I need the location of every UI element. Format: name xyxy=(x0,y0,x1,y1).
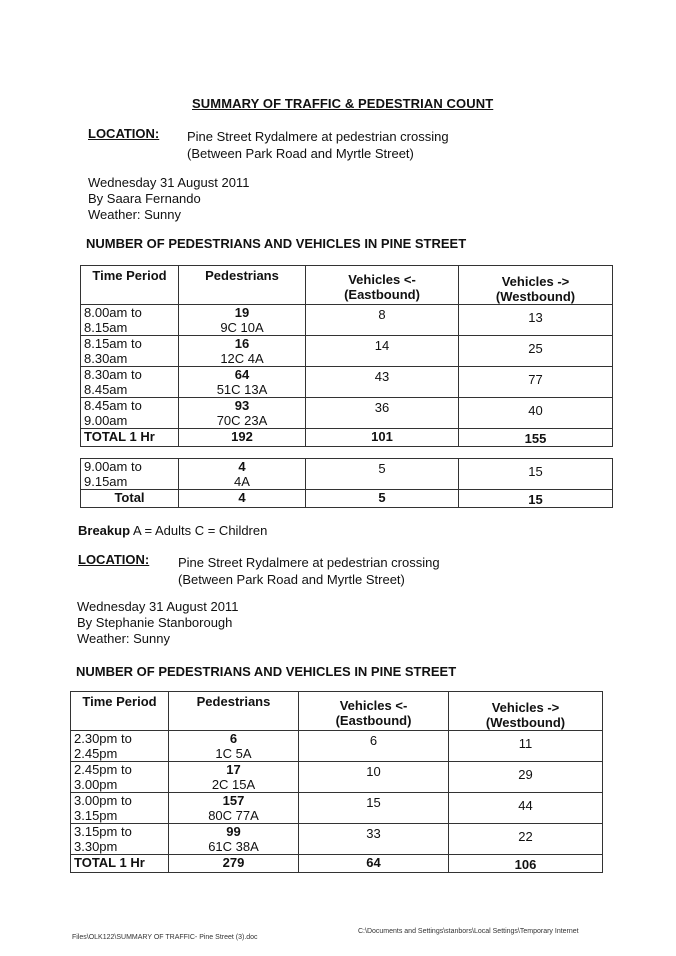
total-westbound: 155 xyxy=(459,429,613,447)
eastbound-cell: 15 xyxy=(299,793,449,824)
pedestrian-count: 157 xyxy=(222,793,245,808)
time-period-cell xyxy=(71,762,169,793)
location-line-2: (Between Park Road and Myrtle Street) xyxy=(187,146,414,161)
header-westbound-line1: Vehicles -> xyxy=(491,700,560,715)
pedestrian-cell xyxy=(179,305,306,336)
pedestrian-breakup: 2C 15A xyxy=(211,777,256,792)
time-to: 9.15am xyxy=(84,474,128,489)
total-eastbound: 101 xyxy=(306,429,459,447)
total-westbound: 106 xyxy=(449,855,603,873)
total-label: Total xyxy=(81,490,179,508)
westbound-cell: 22 xyxy=(449,824,603,855)
header-westbound xyxy=(459,266,613,305)
total-eastbound: 5 xyxy=(306,490,459,508)
westbound-cell: 11 xyxy=(449,731,603,762)
pedestrian-count: 64 xyxy=(234,367,250,382)
location-line-1: Pine Street Rydalmere at pedestrian crossing xyxy=(187,129,449,144)
westbound-cell: 13 xyxy=(459,305,613,336)
eastbound-cell: 10 xyxy=(299,762,449,793)
location-text xyxy=(187,128,449,162)
time-from: 3.00pm to xyxy=(74,793,132,808)
header-westbound xyxy=(449,692,603,731)
table-header-row xyxy=(81,266,613,305)
pedestrian-count: 16 xyxy=(234,336,250,351)
total-row xyxy=(81,490,613,508)
header-eastbound xyxy=(306,266,459,305)
footer-left-path: Files\OLK122\SUMMARY OF TRAFFIC- Pine Street (3).doc xyxy=(72,934,258,941)
total-label: TOTAL 1 Hr xyxy=(81,429,179,447)
table-row xyxy=(71,731,603,762)
westbound-cell: 77 xyxy=(459,367,613,398)
time-to: 9.00am xyxy=(84,413,128,428)
location-line-2: (Between Park Road and Myrtle Street) xyxy=(178,572,405,587)
location-line-1: Pine Street Rydalmere at pedestrian crossing xyxy=(178,555,440,570)
eastbound-cell: 14 xyxy=(306,336,459,367)
header-eastbound-line1: Vehicles <- xyxy=(348,272,416,287)
time-to: 3.00pm xyxy=(74,777,118,792)
header-eastbound xyxy=(299,692,449,731)
pedestrian-cell xyxy=(169,731,299,762)
pedestrian-cell xyxy=(169,793,299,824)
survey-date: Wednesday 31 August 2011 xyxy=(88,175,250,190)
header-eastbound-line2: (Eastbound) xyxy=(335,713,412,728)
header-westbound-line1: Vehicles -> xyxy=(501,274,570,289)
time-from: 8.30am to xyxy=(84,367,142,382)
survey-weather: Weather: Sunny xyxy=(88,207,181,222)
time-period-cell xyxy=(71,793,169,824)
pedestrian-count: 99 xyxy=(226,824,241,839)
header-time-period: Time Period xyxy=(71,692,169,731)
total-label: TOTAL 1 Hr xyxy=(71,855,169,873)
time-from: 3.15pm to xyxy=(74,824,132,839)
eastbound-cell: 43 xyxy=(306,367,459,398)
table-row xyxy=(81,305,613,336)
total-pedestrians: 279 xyxy=(169,855,299,873)
pedestrian-breakup: 9C 10A xyxy=(220,320,264,335)
location-text xyxy=(178,554,440,588)
table-header-row xyxy=(71,692,603,731)
eastbound-cell: 6 xyxy=(299,731,449,762)
location-label: LOCATION: xyxy=(88,126,160,141)
time-to: 8.45am xyxy=(84,382,128,397)
eastbound-cell: 36 xyxy=(306,398,459,429)
time-from: 2.45pm to xyxy=(74,762,132,777)
header-time-period: Time Period xyxy=(81,266,179,305)
header-eastbound-line1: Vehicles <- xyxy=(339,698,408,713)
time-from: 8.00am to xyxy=(84,305,142,320)
pedestrian-count: 6 xyxy=(229,731,238,746)
pedestrian-cell xyxy=(179,367,306,398)
time-period-cell xyxy=(81,459,179,490)
survey-by: By Stephanie Stanborough xyxy=(77,615,233,630)
time-from: 8.45am to xyxy=(84,398,142,413)
time-period-cell xyxy=(71,824,169,855)
westbound-cell: 15 xyxy=(459,459,613,490)
total-pedestrians: 192 xyxy=(179,429,306,447)
count-table xyxy=(70,691,603,873)
pedestrian-cell xyxy=(169,824,299,855)
section-heading: NUMBER OF PEDESTRIANS AND VEHICLES IN PINE STREET xyxy=(86,236,467,251)
time-from: 2.30pm to xyxy=(74,731,132,746)
table-row xyxy=(71,762,603,793)
pedestrian-count: 17 xyxy=(226,762,241,777)
pedestrian-breakup: 80C 77A xyxy=(208,808,259,823)
header-eastbound-line2: (Eastbound) xyxy=(344,287,420,302)
time-to: 8.15am xyxy=(84,320,128,335)
westbound-cell: 44 xyxy=(449,793,603,824)
time-period-cell xyxy=(81,336,179,367)
table-row xyxy=(71,793,603,824)
breakup-text: A = Adults C = Children xyxy=(132,523,268,538)
extra-count-table xyxy=(80,458,613,508)
header-westbound-line2: (Westbound) xyxy=(485,715,566,730)
header-westbound-line2: (Westbound) xyxy=(495,289,576,304)
pedestrian-breakup: 61C 38A xyxy=(208,839,259,854)
table-row xyxy=(81,336,613,367)
count-table xyxy=(80,265,613,447)
footer-right-path: C:\Documents and Settings\stanbors\Local Settings\Temporary Internet xyxy=(358,928,579,935)
eastbound-cell: 8 xyxy=(306,305,459,336)
time-to: 3.15pm xyxy=(74,808,118,823)
location-label: LOCATION: xyxy=(78,552,150,567)
survey-weather: Weather: Sunny xyxy=(77,631,170,646)
header-pedestrians: Pedestrians xyxy=(169,692,299,731)
document-title: SUMMARY OF TRAFFIC & PEDESTRIAN COUNT xyxy=(192,96,494,111)
breakup-legend xyxy=(78,523,267,538)
eastbound-cell: 33 xyxy=(299,824,449,855)
total-eastbound: 64 xyxy=(299,855,449,873)
pedestrian-cell xyxy=(179,398,306,429)
pedestrian-breakup: 51C 13A xyxy=(216,382,268,397)
westbound-cell: 29 xyxy=(449,762,603,793)
section-heading: NUMBER OF PEDESTRIANS AND VEHICLES IN PINE STREET xyxy=(76,664,457,679)
westbound-cell: 25 xyxy=(459,336,613,367)
time-to: 2.45pm xyxy=(74,746,118,761)
time-to: 3.30pm xyxy=(74,839,118,854)
table-row xyxy=(71,824,603,855)
time-period-cell xyxy=(81,367,179,398)
survey-by: By Saara Fernando xyxy=(88,191,201,206)
breakup-label: Breakup xyxy=(78,523,131,538)
total-row xyxy=(71,855,603,873)
pedestrian-cell xyxy=(179,459,306,490)
pedestrian-count: 4 xyxy=(238,459,246,474)
pedestrian-cell xyxy=(179,336,306,367)
total-westbound: 15 xyxy=(459,490,613,508)
time-to: 8.30am xyxy=(84,351,128,366)
table-row xyxy=(81,367,613,398)
pedestrian-breakup: 1C 5A xyxy=(215,746,252,761)
pedestrian-count: 93 xyxy=(234,398,250,413)
time-from: 8.15am to xyxy=(84,336,142,351)
time-period-cell xyxy=(81,398,179,429)
pedestrian-cell xyxy=(169,762,299,793)
table-row xyxy=(81,459,613,490)
time-from: 9.00am to xyxy=(84,459,142,474)
total-pedestrians: 4 xyxy=(179,490,306,508)
header-pedestrians: Pedestrians xyxy=(179,266,306,305)
time-period-cell xyxy=(71,731,169,762)
westbound-cell: 40 xyxy=(459,398,613,429)
table-row xyxy=(81,398,613,429)
eastbound-cell: 5 xyxy=(306,459,459,490)
survey-date: Wednesday 31 August 2011 xyxy=(77,599,239,614)
pedestrian-breakup: 4A xyxy=(234,474,250,489)
pedestrian-count: 19 xyxy=(234,305,250,320)
survey-info xyxy=(77,599,238,647)
pedestrian-breakup: 12C 4A xyxy=(220,351,264,366)
survey-info xyxy=(88,175,249,223)
time-period-cell xyxy=(81,305,179,336)
pedestrian-breakup: 70C 23A xyxy=(216,413,268,428)
total-row xyxy=(81,429,613,447)
